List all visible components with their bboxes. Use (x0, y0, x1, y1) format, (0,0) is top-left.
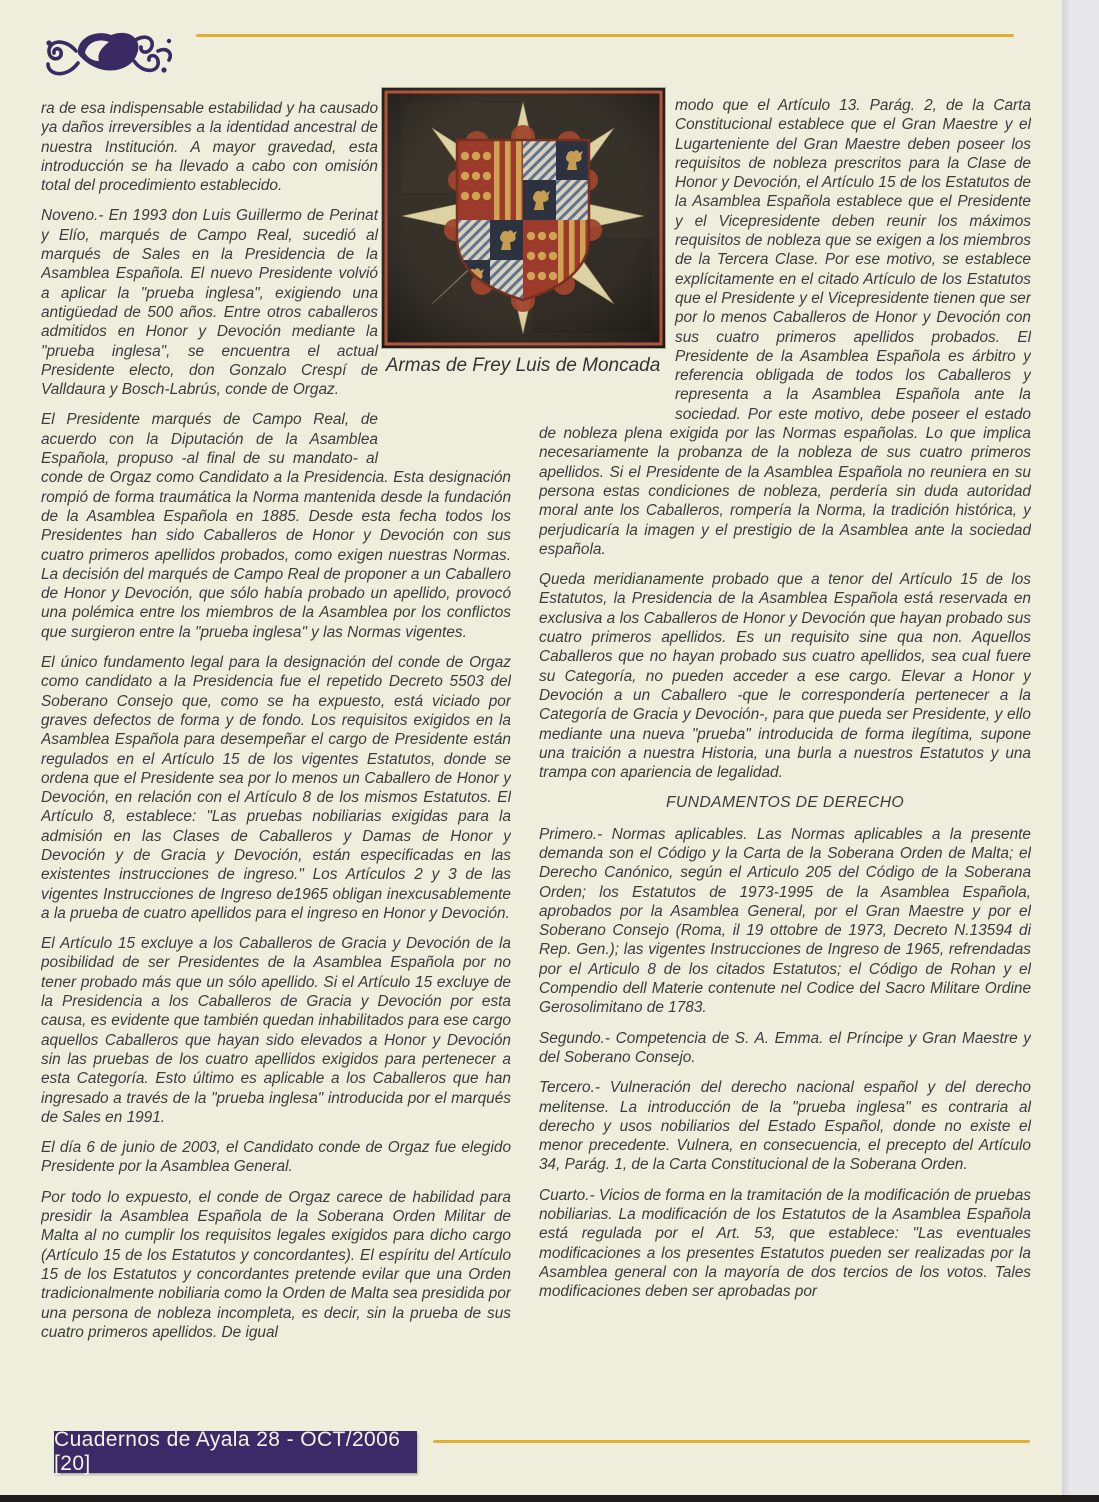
decorative-flourish-icon (40, 27, 174, 83)
figure-caption: Armas de Frey Luis de Moncada (385, 355, 661, 376)
top-rule (196, 34, 1014, 37)
paragraph: El día 6 de junio de 2003, el Candidato conde de Orgaz fue elegido Presidente por la Asamblea General. (41, 1139, 511, 1176)
column-wrap-spacer (539, 96, 675, 423)
paragraph: Noveno.- En 1993 don Luis Guillermo de Perinat y Elío, marqués de Campo Real, sucedió al marqués de Sales en la Presidencia de la Asamblea Española. El nuevo Presidente volvió a aplicar la "prueba inglesa", exigiendo una antigüedad de 500 años. Entre otros caballeros admitidos en Honor y Devoción mediante la "prueba inglesa", se encuentra el actual Presidente electo, don Gonzalo Crespí de Valldaura y Bosch-Labrús, conde de Orgaz. (41, 207, 378, 399)
paragraph: modo que el Artículo 13. Parág. 2, de la Carta Constitucional establece que el Gran Maestre y el Lugarteniente del Gran Maestre deben poseer los requisitos de nobleza prescritos para la Clase de Honor y Devoción, el Artículo 15 de los Estatutos de la Asamblea Española establece que el Presidente y el Vicepresidente deben reunir los máximos requisitos de nobleza que se exigen a los miembros de la Tercera Clase. Por ese motivo, se establece explícitamente en el citado Artículo de los Estatutos que el Presidente y el Vicepresidente tienen que ser por lo menos Caballeros de Honor y Devoción con sus cuatro primeros apellidos probados. El Presidente de la Asamblea Española es árbitro y referencia obligada de todos los Caballeros y representa a la Asamblea Española ante la sociedad. Por este motivo, debe poseer el estado de nobleza plena exigida por las Normas españolas. Lo que implica necesariamente la probanza de la nobleza de sus cuatro primeros apellidos. Si el Presidente de la Asamblea Española no reuniera en su persona estas condiciones de nobleza, perdería sin duda autoridad moral ante los Caballeros, rompería la Norma, la tradición histórica, y perjudicaría la imagen y el prestigio de la Asamblea ante la sociedad española. (539, 97, 1031, 558)
column-wrap-spacer (378, 99, 511, 451)
footer-issue-badge (54, 1428, 417, 1475)
bottom-rule (433, 1440, 1030, 1443)
paragraph: Por todo lo expuesto, el conde de Orgaz carece de habilidad para presidir la Asamblea Española de la Soberana Orden Militar de Malta al no cumplir los requisitos legales exigidos para dicho cargo (Artículo 15 de los Estatutos y concordantes). El espíritu del Artículo 15 de los Estatutos y concordantes pretende evilar que una Orden tradicionalmente nobiliaria como la Orden de Malta sea presidida por una persona de nobleza incompleta, es decir, sin la prueba de sus cuatro primeros apellidos. De igual (41, 1188, 511, 1341)
section-heading: FUNDAMENTOS DE DERECHO (665, 794, 904, 812)
paragraph: Primero.- Normas aplicables. Las Normas aplicables a la presente demanda son el Código y la Carta de la Soberana Orden de Malta; el Derecho Canónico, según el Articulo 205 del Código de la Soberana Orden; los Estatutos de 1973-1995 de la Asamblea Española, aprobados por la Asamblea General, por el Gran Maestre y por el Soberano Consejo (Roma, il 19 ottobre de 1973, Decreto N.13594 di Rep. Gen.); las vigentes Instrucciones de Ingreso de 1965, refrendadas por el Articulo 8 de los citados Estatutos; el Código de Rohan y el Compendio dell Materie contenute nel Codice del Sacro Militare Ordine Gerosolimitano de 1783. (539, 825, 1031, 1017)
paragraph: El único fundamento legal para la designación del conde de Orgaz como candidato a la Presidencia fue el repetido Decreto 5503 del Soberano Consejo que, como se ha expuesto, está viciado por graves defectos de forma y de fondo. Los requisitos exigidos en la Asamblea Española para desempeñar el cargo de Presidente están regulados en el Artículo 15 de los vigentes Estatutos, donde se ordena que el Presidente sea por lo menos un Caballero de Honor y Devoción, en relación con el Artículo 8 de los mismos Estatutos. El Artículo 8, establece: "Las pruebas nobiliarias exigidas para la admisión en las Clases de Caballeros y Damas de Honor y Devoción y de Gracia y Devoción, están especificadas en las existentes instrucciones de ingreso." Los Artículos 2 y 3 de las vigentes Instrucciones de Ingreso de1965 obligan inexcusablemente a la prueba de cuatro apellidos para el ingreso en Honor y Devoción. (41, 654, 511, 922)
scan-edge-right (1062, 0, 1099, 1502)
paragraph: Segundo.- Competencia de S. A. Emma. el Príncipe y Gran Maestre y del Soberano Consejo. (539, 1029, 1031, 1066)
footer-issue-text: Cuadernos de Ayala 28 - OCT/2006 [20] (54, 1428, 401, 1475)
paragraph: Queda meridianamente probado que a tenor del Artículo 15 de los Estatutos, la Presidencia de la Asamblea Española está reservada en exclusiva a los Caballeros de Honor y Devoción que hayan probado sus cuatro primeros apellidos. Es un requisito sine qua non. Aquellos Caballeros que no hayan probado sus cuatro apellidos, sea cual fuere su Categoría, no pueden acceder a ese cargo. Elevar a Honor y Devoción a un Caballero -que le correspondería pertenecer a la Categoría de Gracia y Devoción-, para que pueda ser Presidente, y ello mediante una nueva "prueba" introducida de forma ilegítima, supone una traición a nuestra Historia, una burla a nuestros Estatutos y una trampa con apariencia de legalidad. (539, 571, 1031, 782)
article-column-right (539, 96, 1031, 1431)
paragraph: ra de esa indispensable estabilidad y ha causado ya daños irreversibles a la identidad ancestral de nuestra Institución. A mayor gravedad, esta introducción se ha llevado a cabo con omisión total del procedimiento establecido. (41, 100, 378, 195)
paragraph: El Artículo 15 excluye a los Caballeros de Gracia y Devoción de la posibilidad de ser Presidentes de la Asamblea Española por no tener probado más que un sólo apellido. Si el Artículo 15 excluye de la Presidencia a los Caballeros de Gracia y Devoción por esta causa, es evidente que también quedan inhabilitados para ese cargo aquellos Caballeros que hayan sido elevados a Honor y Devoción sin las pruebas de los cuatro apellidos exigidos para pertenecer a esta Categoría. Esto último es aplicable a los Caballeros que han ingresado a través de la "prueba inglesa" introducida por el marqués de Sales en 1991. (41, 935, 511, 1126)
paragraph: Tercero.- Vulneración del derecho nacional español y del derecho melitense. La introducción de la "prueba inglesa" es contraria al derecho y usos nobiliarios del Estado Español, donde no existe el menor precedente. Vulnera, en consecuencia, el precepto del Artículo 34, Parág. 1, de la Carta Constitucional de la Soberana Orden. (539, 1079, 1031, 1174)
paragraph: Cuarto.- Vicios de forma en la tramitación de la modificación de pruebas nobiliarias. La modificación de los Estatutos de la Asamblea Española está regulada por el Art. 53, que establece: "Las eventuales modificaciones a los presentes Estatutos pueden ser realizadas por la Asamblea general con la mayoría de dos tercios de los votos. Tales modificaciones deben ser aprobadas por (539, 1186, 1031, 1301)
article-column-left (41, 99, 511, 1424)
paragraph: El Presidente marqués de Campo Real, de acuerdo con la Diputación de la Asamblea Española, propuso -al final de su mandato- al conde de Orgaz como Candidato a la Presidencia. Esta designación rompió de forma traumática la Norma mantenida desde la fundación de la Asamblea Española en 1885. Desde esta fecha todos los Presidentes han sido Caballeros de Honor y Devoción con sus cuatro primeros apellidos probados, como exigen nuestras Normas. La decisión del marqués de Campo Real de proponer a un Caballero de Honor y Devoción, que sólo había probado un apellido, provocó una polémica entre los miembros de la Asamblea por los conflictos que surgieron entre la "prueba inglesa" y las Normas vigentes. (41, 411, 511, 641)
scan-edge-bottom (0, 1495, 1099, 1502)
